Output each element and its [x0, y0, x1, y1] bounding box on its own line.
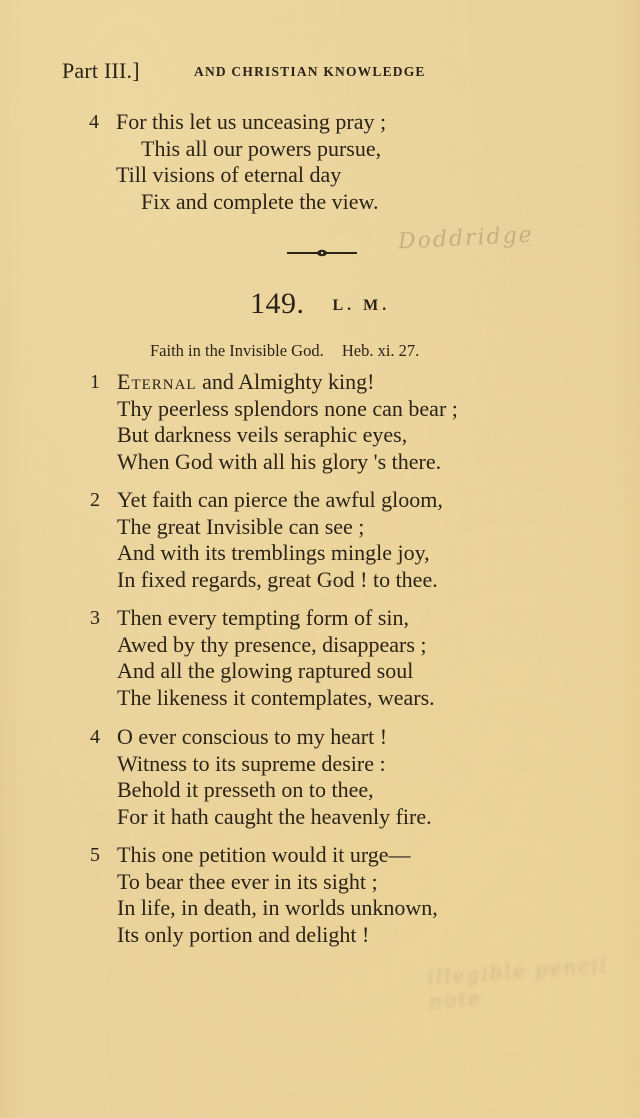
stanza-line: When God with all his glory 's there. [117, 448, 442, 474]
hymn-subtitle [150, 341, 419, 361]
stanza-line: Fix and complete the view. [141, 188, 379, 214]
stanza-line: This all our powers pursue, [141, 135, 382, 161]
stanza-line: And with its tremblings mingle joy, [117, 540, 430, 565]
stanza-3 [90, 605, 435, 711]
stanza-number: 4 [90, 726, 100, 748]
previous-hymn-stanza [89, 109, 387, 215]
hymn-meter: L. M. [332, 297, 391, 314]
stanza-2 [90, 487, 443, 593]
stanza-line: The great Invisible can see ; [117, 513, 365, 539]
stanza-line: 4 For this let us unceasing pray ; [89, 109, 387, 134]
stanza-number: 2 [90, 489, 100, 511]
pencil-annotation: Doddridge [397, 222, 535, 255]
stanza-line: In fixed regards, great God ! to thee. [117, 566, 438, 592]
stanza-line: 5 This one petition would it urge— [90, 842, 411, 867]
stanza-line: 2 Yet faith can pierce the awful gloom, [90, 487, 443, 512]
running-head [62, 58, 502, 84]
stanza-1 [90, 369, 458, 475]
stanza-line: Till visions of eternal day [116, 162, 342, 187]
hymn-theme: Faith in the Invisible God. [150, 341, 324, 360]
stanza-4 [90, 724, 432, 830]
pencil-annotation-faint: illegible pencil note [426, 952, 609, 1014]
first-word: Eternal [117, 369, 197, 394]
stanza-number: 1 [90, 371, 100, 393]
stanza-line: In life, in death, in worlds unknown, [117, 895, 438, 920]
stanza-line: 4 O ever conscious to my heart ! [90, 724, 388, 749]
hymn-number: 149. [250, 287, 305, 320]
scripture-reference: Heb. xi. 27. [341, 341, 420, 360]
stanza-5 [90, 842, 438, 948]
stanza-line: Behold it presseth on to thee, [117, 777, 374, 802]
stanza-number: 3 [90, 607, 100, 629]
hymn-heading [250, 287, 390, 321]
stanza-line: Awed by thy presence, disappears ; [117, 631, 427, 657]
stanza-number: 4 [89, 111, 99, 133]
stanza-line: The likeness it contemplates, wears. [117, 684, 435, 710]
stanza-line: Its only portion and delight ! [117, 921, 370, 947]
stanza-number: 5 [90, 844, 100, 866]
stanza-line: 1 Eternal and Almighty king! [90, 369, 375, 394]
part-label: Part III.] [62, 58, 140, 83]
section-title: AND CHRISTIAN KNOWLEDGE [194, 64, 426, 79]
stanza-line: And all the glowing raptured soul [117, 658, 414, 683]
stanza-line: But darkness veils seraphic eyes, [117, 422, 408, 447]
stanza-line: To bear thee ever in its sight ; [117, 868, 378, 894]
ornament-divider-icon [287, 249, 357, 257]
stanza-line: 3 Then every tempting form of sin, [90, 605, 410, 630]
stanza-line: Thy peerless splendors none can bear ; [117, 395, 458, 421]
stanza-line: Witness to its supreme desire : [117, 750, 386, 776]
stanza-line: For it hath caught the heavenly fire. [117, 803, 432, 829]
